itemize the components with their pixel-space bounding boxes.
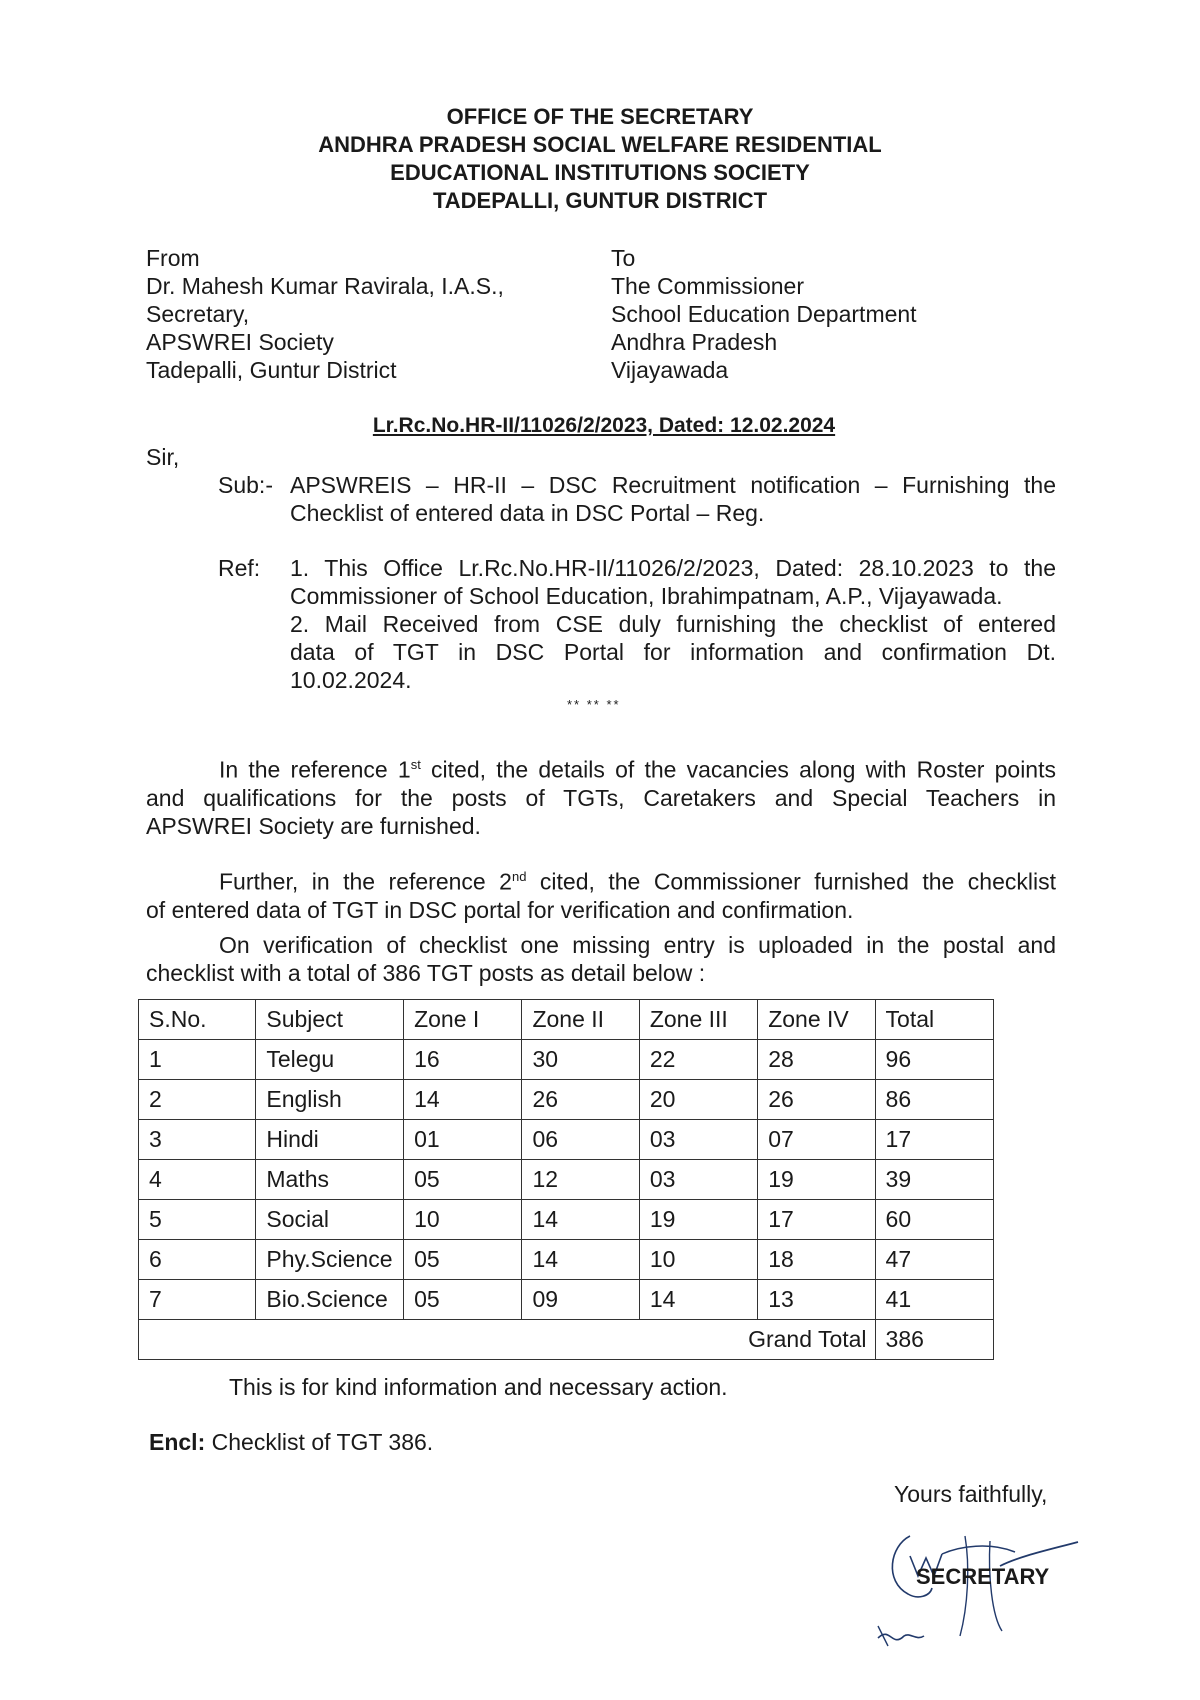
table-cell: 41: [875, 1280, 993, 1320]
table-cell: 10: [404, 1200, 522, 1240]
table-cell: 17: [758, 1200, 875, 1240]
header-cell: Zone IV: [758, 1000, 875, 1040]
p1-sup: st: [410, 757, 421, 772]
from-line: Secretary,: [146, 301, 250, 327]
table-cell: 03: [639, 1120, 757, 1160]
p2-rest: cited, the Commissioner furnished the checklist: [526, 868, 1056, 895]
table-row: [139, 1080, 994, 1120]
ref-line: data of TGT in DSC Portal for information and confirmation Dt.: [290, 639, 1056, 665]
from-label: From: [146, 245, 200, 271]
table-cell: 4: [139, 1160, 256, 1200]
ref-line: Commissioner of School Education, Ibrahimpatnam, A.P., Vijayawada.: [290, 583, 1003, 609]
table-row: [139, 1120, 994, 1160]
from-line: APSWREI Society: [146, 329, 334, 355]
ref-block: [290, 554, 1056, 694]
paragraph-2-line-2: of entered data of TGT in DSC portal for verification and confirmation.: [146, 896, 854, 923]
paragraph-1: [146, 751, 1056, 840]
separator-stars: ** ** **: [567, 697, 621, 712]
from-line: Tadepalli, Guntur District: [146, 357, 397, 383]
table-cell: 3: [139, 1120, 256, 1160]
header-line-2: ANDHRA PRADESH SOCIAL WELFARE RESIDENTIAL: [318, 132, 882, 157]
table-cell: Telegu: [256, 1040, 404, 1080]
header-cell: Zone II: [522, 1000, 639, 1040]
table-cell: Phy.Science: [256, 1240, 404, 1280]
ref-label: Ref:: [218, 555, 261, 581]
header-cell: Subject: [256, 1000, 404, 1040]
table-cell: 60: [875, 1200, 993, 1240]
header-cell: S.No.: [139, 1000, 256, 1040]
vacancy-table: [138, 999, 994, 1360]
table-cell: 16: [404, 1040, 522, 1080]
table-row: [139, 1200, 994, 1240]
table-cell: 09: [522, 1280, 639, 1320]
salutation: Sir,: [146, 444, 180, 470]
paragraph-1-line-3: APSWREI Society are furnished.: [146, 812, 481, 839]
subject-label: Sub:-: [218, 472, 273, 498]
p1-start: In the reference 1: [219, 756, 411, 783]
table-cell: Maths: [256, 1160, 404, 1200]
valediction: Yours faithfully,: [894, 1481, 1048, 1507]
ref-line: 1. This Office Lr.Rc.No.HR-II/11026/2/2023, Dated: 28.10.2023 to the: [290, 555, 1056, 581]
header-line-3: EDUCATIONAL INSTITUTIONS SOCIETY: [390, 160, 810, 185]
to-line: Andhra Pradesh: [611, 329, 778, 355]
table-header-row: [139, 1000, 994, 1040]
table-cell: 14: [639, 1280, 757, 1320]
signature-block: [870, 1476, 1100, 1666]
grand-total-row: [139, 1320, 994, 1360]
table-cell: 18: [758, 1240, 875, 1280]
grand-total-label: Grand Total: [139, 1320, 876, 1360]
table-cell: Hindi: [256, 1120, 404, 1160]
p1-rest: cited, the details of the vacancies along with Roster points: [420, 756, 1056, 783]
paragraph-2-line-1: [146, 863, 1056, 896]
to-line: The Commissioner: [611, 273, 804, 299]
table-cell: Social: [256, 1200, 404, 1240]
table-cell: 13: [758, 1280, 875, 1320]
from-block: [146, 244, 504, 384]
enclosure-label: Encl:: [149, 1429, 206, 1455]
table-cell: 03: [639, 1160, 757, 1200]
table-cell: 1: [139, 1040, 256, 1080]
ref-line: 10.02.2024.: [290, 667, 412, 693]
table-cell: 20: [639, 1080, 757, 1120]
table-cell: 14: [522, 1200, 639, 1240]
paragraph-1-line-2: and qualifications for the posts of TGTs, Caretakers and Special Teachers in: [146, 784, 1056, 811]
table-cell: 19: [758, 1160, 875, 1200]
table-row: [139, 1280, 994, 1320]
table-row: [139, 1160, 994, 1200]
table-cell: 2: [139, 1080, 256, 1120]
table-cell: 05: [404, 1160, 522, 1200]
table-cell: 07: [758, 1120, 875, 1160]
reference-number: Lr.Rc.No.HR-II/11026/2/2023, Dated: 12.02.2024: [372, 414, 836, 437]
table-cell: 5: [139, 1200, 256, 1240]
office-header: [0, 103, 1200, 215]
enclosure: [149, 1428, 433, 1456]
from-line: Dr. Mahesh Kumar Ravirala, I.A.S.,: [146, 273, 504, 299]
table-cell: 86: [875, 1080, 993, 1120]
table-cell: 06: [522, 1120, 639, 1160]
table-row: [139, 1240, 994, 1280]
paragraph-1-line-1: [146, 751, 1056, 784]
subject-line-2: Checklist of entered data in DSC Portal – Reg.: [290, 500, 765, 526]
paragraph-3: [146, 931, 1056, 987]
header-line-4: TADEPALLI, GUNTUR DISTRICT: [432, 188, 768, 213]
table-cell: 14: [522, 1240, 639, 1280]
table-cell: 10: [639, 1240, 757, 1280]
table-cell: 22: [639, 1040, 757, 1080]
to-label: To: [611, 245, 636, 271]
header-cell: Zone I: [404, 1000, 522, 1040]
table-cell: 05: [404, 1240, 522, 1280]
table-cell: 12: [522, 1160, 639, 1200]
table-cell: 05: [404, 1280, 522, 1320]
p2-sup: nd: [511, 869, 527, 884]
table-cell: 26: [758, 1080, 875, 1120]
ref-line: 2. Mail Received from CSE duly furnishing the checklist of entered: [290, 611, 1056, 637]
enclosure-text: Checklist of TGT 386.: [205, 1429, 434, 1455]
table-cell: 01: [404, 1120, 522, 1160]
header-cell: Total: [875, 1000, 993, 1040]
table-cell: 26: [522, 1080, 639, 1120]
grand-total-value: 386: [875, 1320, 993, 1360]
paragraph-3-line-1: On verification of checklist one missing entry is uploaded in the postal and: [219, 932, 1056, 958]
paragraph-3-line-2: checklist with a total of 386 TGT posts as detail below :: [146, 960, 706, 986]
subject-line-1: APSWREIS – HR-II – DSC Recruitment notification – Furnishing the: [290, 472, 1056, 498]
table-cell: 19: [639, 1200, 757, 1240]
table-cell: 28: [758, 1040, 875, 1080]
table-cell: 17: [875, 1120, 993, 1160]
table-cell: 47: [875, 1240, 993, 1280]
table-row: [139, 1040, 994, 1080]
table-cell: Bio.Science: [256, 1280, 404, 1320]
paragraph-2: [146, 863, 1056, 924]
closing-line: This is for kind information and necessary action.: [229, 1374, 728, 1400]
table-cell: 30: [522, 1040, 639, 1080]
table-cell: 6: [139, 1240, 256, 1280]
header-line-1: OFFICE OF THE SECRETARY: [446, 104, 754, 129]
header-cell: Zone III: [639, 1000, 757, 1040]
p2-start: Further, in the reference 2: [219, 868, 512, 895]
signature-title: SECRETARY: [916, 1564, 1050, 1589]
table-cell: 39: [875, 1160, 993, 1200]
table-cell: 96: [875, 1040, 993, 1080]
table-cell: English: [256, 1080, 404, 1120]
table-cell: 14: [404, 1080, 522, 1120]
table-cell: 7: [139, 1280, 256, 1320]
to-line: Vijayawada: [611, 357, 729, 383]
to-line: School Education Department: [611, 301, 917, 327]
to-block: [611, 244, 917, 384]
